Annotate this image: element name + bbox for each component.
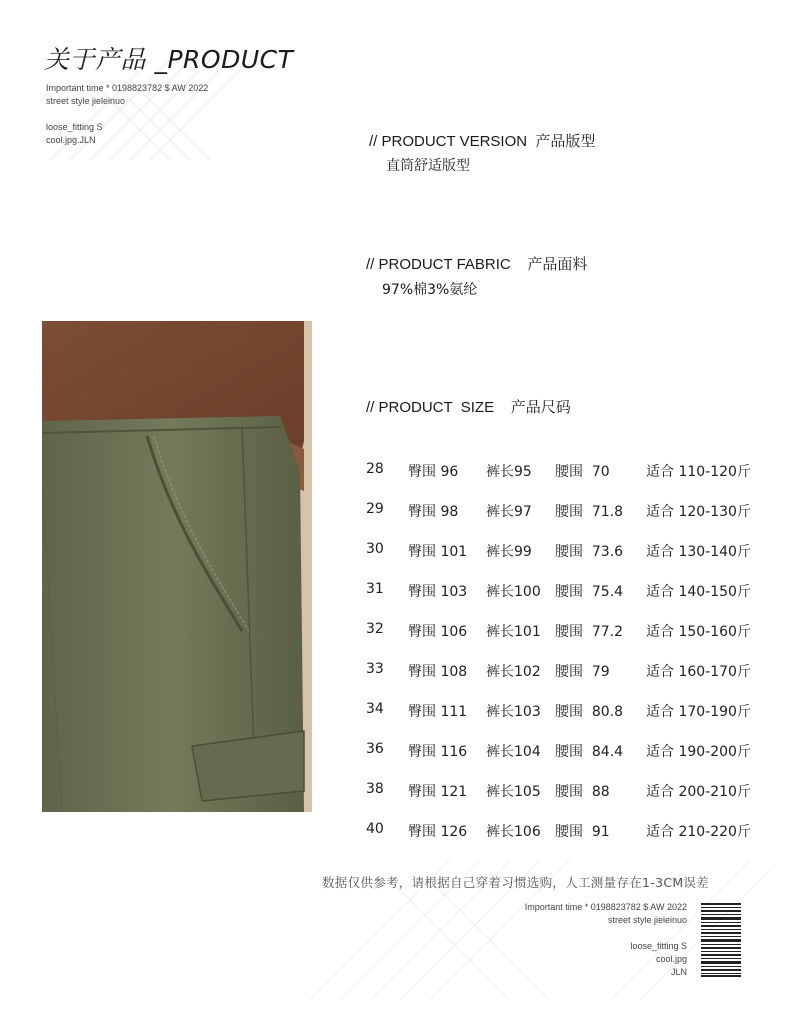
hip-value: 臀围 101 bbox=[408, 544, 468, 560]
size-value: 38 bbox=[366, 781, 384, 797]
fit-weight: 适合 120-130斤 bbox=[646, 504, 751, 520]
size-value: 31 bbox=[366, 581, 384, 597]
size-heading: // PRODUCT SIZE 产品尺码 bbox=[366, 399, 571, 416]
hip-value: 臀围 108 bbox=[408, 664, 468, 680]
length-value: 裤长104 bbox=[486, 744, 541, 760]
measurement-note: 数据仅供参考，请根据自己穿着习惯选购，人工测量存在1-3CM误差 bbox=[322, 875, 710, 890]
length-value: 裤长97 bbox=[486, 504, 532, 520]
meta-line: Important time * 0198823782 $ AW 2022 bbox=[46, 83, 209, 93]
fit-weight: 适合 200-210斤 bbox=[646, 784, 751, 800]
fit-weight: 适合 150-160斤 bbox=[646, 624, 751, 640]
hip-value: 臀围 103 bbox=[408, 584, 468, 600]
fit-weight: 适合 210-220斤 bbox=[646, 824, 751, 840]
fit-weight: 适合 110-120斤 bbox=[646, 464, 751, 480]
hip-value: 臀围 111 bbox=[408, 704, 468, 720]
fabric-value: 97%棉3%氨纶 bbox=[382, 282, 478, 298]
length-value: 裤长103 bbox=[486, 704, 541, 720]
hip-value: 臀围 98 bbox=[408, 504, 459, 520]
size-value: 32 bbox=[366, 621, 384, 637]
product-photo bbox=[42, 321, 312, 812]
length-value: 裤长105 bbox=[486, 784, 541, 800]
size-value: 36 bbox=[366, 741, 384, 757]
hip-value: 臀围 121 bbox=[408, 784, 468, 800]
fit-weight: 适合 130-140斤 bbox=[646, 544, 751, 560]
meta-line: street style jieleinuo bbox=[46, 96, 126, 106]
length-value: 裤长102 bbox=[486, 664, 541, 680]
hip-value: 臀围 106 bbox=[408, 624, 468, 640]
waist-value: 腰围 73.6 bbox=[555, 544, 624, 560]
length-value: 裤长95 bbox=[486, 464, 532, 480]
page-title: 关于产品 _PRODUCT bbox=[44, 45, 294, 74]
length-value: 裤长106 bbox=[486, 824, 541, 840]
length-value: 裤长100 bbox=[486, 584, 541, 600]
version-value: 直筒舒适版型 bbox=[386, 158, 470, 174]
hip-value: 臀围 116 bbox=[408, 744, 468, 760]
size-value: 34 bbox=[366, 701, 384, 717]
footer-line: JLN bbox=[670, 967, 687, 977]
size-value: 28 bbox=[366, 461, 384, 477]
waist-value: 腰围 88 bbox=[555, 784, 610, 800]
fabric-heading: // PRODUCT FABRIC 产品面料 bbox=[366, 256, 588, 273]
size-value: 30 bbox=[366, 541, 384, 557]
waist-value: 腰围 91 bbox=[555, 824, 610, 840]
hip-value: 臀围 96 bbox=[408, 464, 459, 480]
hip-value: 臀围 126 bbox=[408, 824, 468, 840]
version-heading: // PRODUCT VERSION 产品版型 bbox=[369, 133, 596, 150]
meta-line: loose_fitting S bbox=[46, 122, 103, 132]
fit-weight: 适合 170-190斤 bbox=[646, 704, 751, 720]
header-meta bbox=[46, 82, 208, 147]
footer-meta bbox=[525, 901, 687, 979]
fit-weight: 适合 140-150斤 bbox=[646, 584, 751, 600]
footer-line: street style jieleinuo bbox=[607, 915, 687, 925]
barcode-icon bbox=[701, 903, 741, 977]
footer-line: Important time * 0198823782 $ AW 2022 bbox=[524, 902, 687, 912]
waist-value: 腰围 77.2 bbox=[555, 624, 624, 640]
size-value: 40 bbox=[366, 821, 384, 837]
waist-value: 腰围 84.4 bbox=[555, 744, 624, 760]
waist-value: 腰围 70 bbox=[555, 464, 610, 480]
fit-weight: 适合 160-170斤 bbox=[646, 664, 751, 680]
footer-line: loose_fitting S bbox=[630, 941, 687, 951]
size-value: 33 bbox=[366, 661, 384, 677]
waist-value: 腰围 75.4 bbox=[555, 584, 624, 600]
waist-value: 腰围 79 bbox=[555, 664, 610, 680]
waist-value: 腰围 80.8 bbox=[555, 704, 624, 720]
fit-weight: 适合 190-200斤 bbox=[646, 744, 751, 760]
size-value: 29 bbox=[366, 501, 384, 517]
footer-line: cool.jpg bbox=[655, 954, 687, 964]
waist-value: 腰围 71.8 bbox=[555, 504, 624, 520]
length-value: 裤长99 bbox=[486, 544, 532, 560]
length-value: 裤长101 bbox=[486, 624, 541, 640]
meta-line: cool.jpg.JLN bbox=[46, 135, 96, 145]
